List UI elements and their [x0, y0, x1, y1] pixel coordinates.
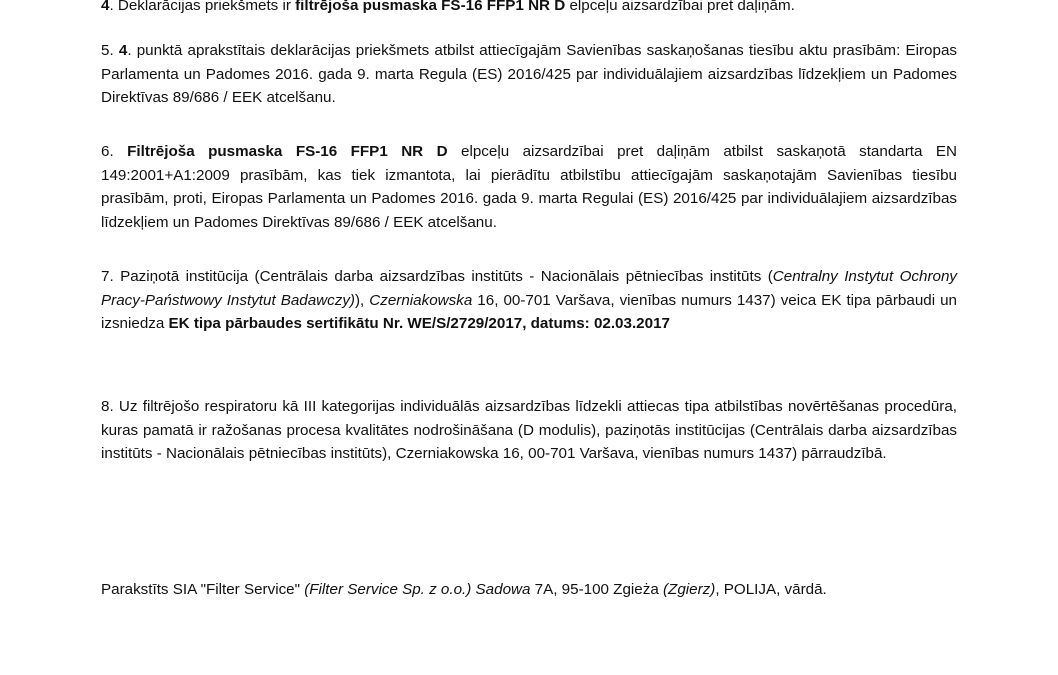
sig-text-2: 7A, 95-100 Zgieża	[530, 581, 663, 598]
p4-text-2: elpceļu aizsardzībai pret daļiņām.	[565, 0, 795, 14]
p6-standard: EN 149:2001+A1:2009	[101, 143, 957, 184]
p7-text-2: ),	[354, 291, 370, 309]
sig-city-polish: (Zgierz)	[663, 581, 716, 598]
paragraph-4	[101, 0, 957, 18]
paragraph-7	[101, 265, 957, 336]
p6-text-1: elpceļu aizsardzībai pret daļiņām atbilst saskaņotā standarta	[447, 143, 936, 160]
paragraph-5	[101, 39, 957, 110]
signature-line	[101, 578, 957, 602]
p7-street: Czerniakowska	[369, 291, 473, 309]
p7-certificate: EK tipa pārbaudes sertifikātu Nr. WE/S/2729/2017, datums: 02.03.2017	[168, 315, 670, 332]
p7-text-3: 16, 00-701 Varšava, vienības numurs 1437) veica EK tipa pārbaudi un izsniedza	[101, 291, 958, 332]
paragraph-6	[101, 140, 957, 234]
p5-text: . punktā aprakstītais deklarācijas priekšmets atbilst attiecīgajām Savienības saskaņošanas tiesību aktu prasībām: Eiropas Parlamenta un Padomes 2016. gada 9. marta Regula (ES) 2016/425 par individuālajiem aizsardzības līdzekļiem un Padomes Direktīvas 89/686 / EEK atcelšanu.	[101, 42, 957, 106]
p4-number: 4	[101, 0, 110, 14]
p5-ref-number: 4	[118, 42, 128, 59]
paragraph-8	[101, 395, 957, 466]
p7-institution-polish: Centralny Instytut Ochrony Pracy-Państwowy Instytut Badawczy)	[101, 268, 957, 309]
sig-text-3: , POLIJA, vārdā.	[715, 581, 827, 598]
p8-text: 8. Uz filtrējošo respiratoru kā III kategorijas individuālās aizsardzības līdzekli attiecas tipa atbilstības novērtēšanas procedūra, kuras pamatā ir ražošanas procesa kvalitātes nodrošināšana (D modulis), paziņotās institūcijas (Centrālais darba aizsardzības institūts - Nacionālais pētniecības institūts), Czerniakowska 16, 00-701 Varšava, vienības numurs 1437) pārraudzībā.	[101, 398, 957, 462]
sig-text-1: Parakstīts SIA "Filter Service"	[101, 581, 305, 598]
p4-product-name: filtrējoša pusmaska FS-16 FFP1 NR D	[295, 0, 566, 14]
p6-product-name: Filtrējoša pusmaska FS-16 FFP1 NR D	[127, 143, 448, 160]
p6-text-2: prasībām, kas tiek izmantota, lai pierādītu atbilstību attiecīgajām saskaņotajām Savienības tiesību prasībām, proti, Eiropas Parlamenta un Padomes 2016. gada 9. marta Regulai (ES) 2016/425 par individuālajiem aizsardzības līdzekļiem un Padomes Direktīvas 89/686 / EEK atcelšanu.	[101, 166, 957, 231]
p5-number: 5.	[101, 42, 119, 59]
p4-text-1: . Deklarācijas priekšmets ir	[109, 0, 296, 14]
sig-company-polish: (Filter Service Sp. z o.o.) Sadowa	[304, 581, 531, 598]
p6-number: 6.	[101, 143, 128, 160]
p7-text-1: 7. Paziņotā institūcija (Centrālais darba aizsardzības institūts - Nacionālais pētniecības institūts (	[101, 268, 773, 285]
